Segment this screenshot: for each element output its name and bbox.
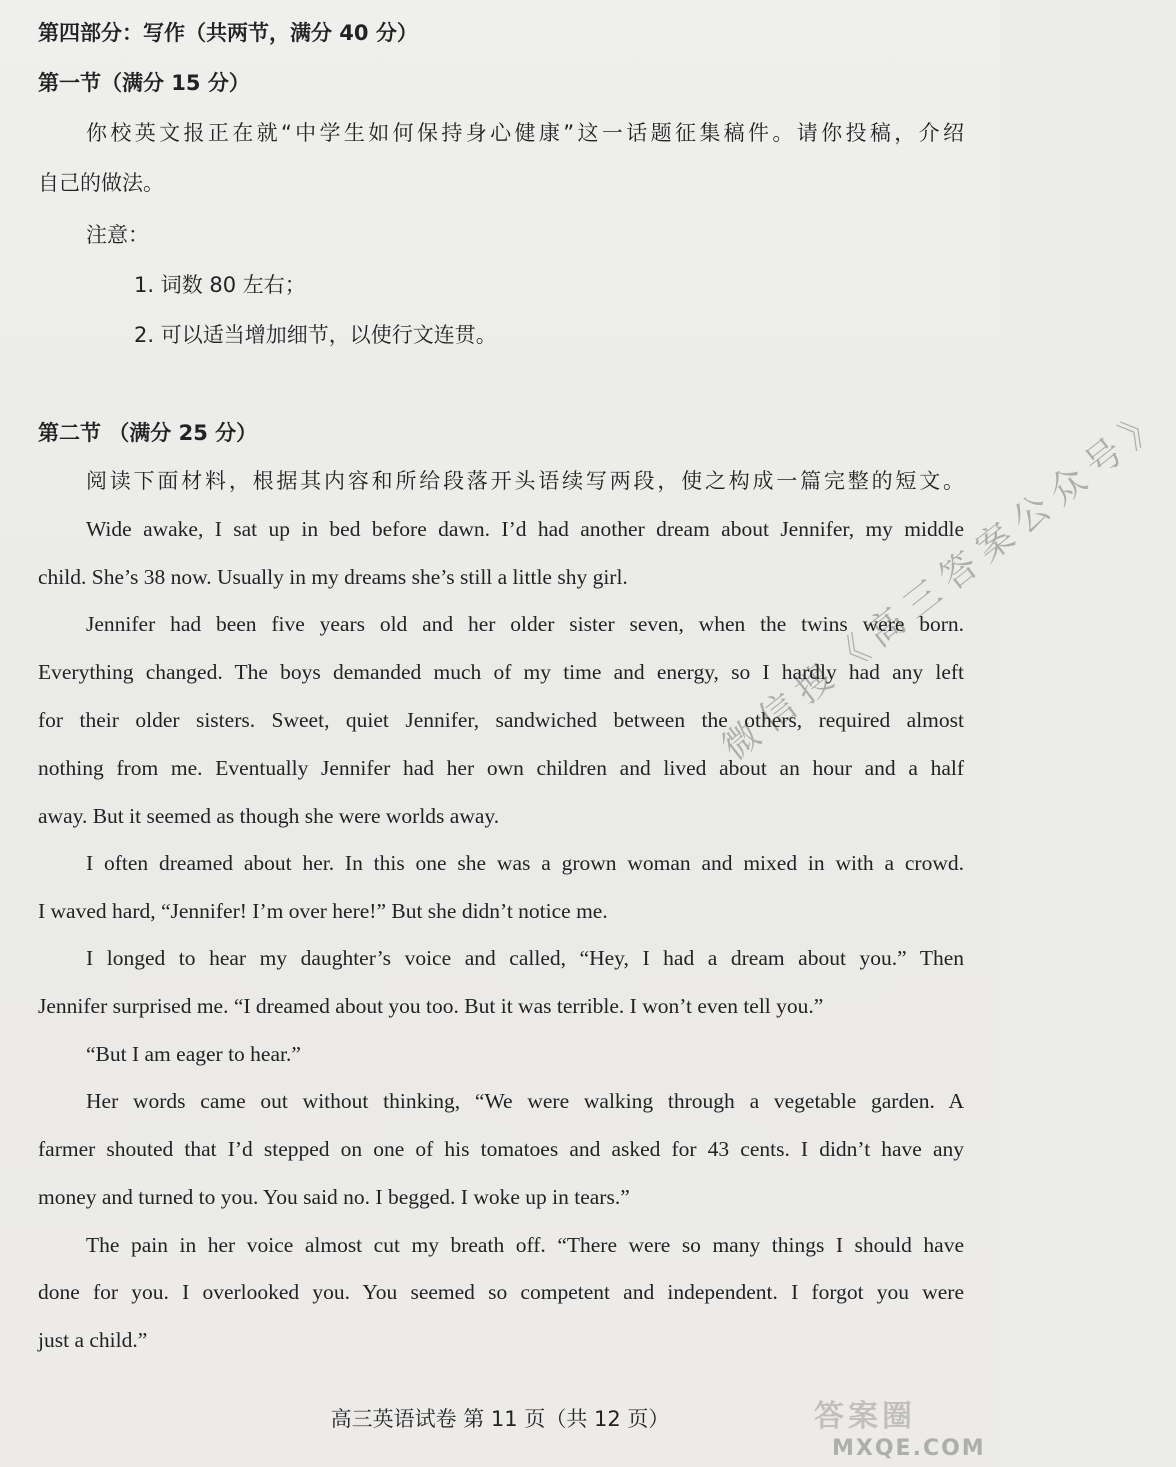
story-line: “But I am eager to hear.” (86, 1042, 301, 1066)
story-line: for their older sisters. Sweet, quiet Jennifer, sandwiched between the others, required almost (38, 708, 964, 732)
note-item: 2. 可以适当增加细节，以使行文连贯。 (134, 323, 497, 347)
story-line: farmer shouted that I’d stepped on one of his tomatoes and asked for 43 cents. I didn’t have any (38, 1137, 964, 1161)
story-line: just a child.” (38, 1328, 148, 1352)
part2-prompt: 阅读下面材料，根据其内容和所给段落开头语续写两段，使之构成一篇完整的短文。 (86, 469, 964, 493)
story-line: I waved hard, “Jennifer! I’m over here!” But she didn’t notice me. (38, 899, 608, 923)
logo-site: MXQE.COM (832, 1436, 986, 1461)
part2-heading: 第二节 （满分 25 分） (38, 421, 258, 445)
note-item: 1. 词数 80 左右； (134, 273, 306, 297)
watermark-text: 微信搜《高三答案公众号》 (714, 396, 1176, 769)
part1-prompt-line1: 你校英文报正在就“中学生如何保持身心健康”这一话题征集稿件。请你投稿，介绍 (86, 121, 964, 145)
section-heading: 第四部分：写作（共两节，满分 40 分） (38, 21, 418, 45)
story-line: Wide awake, I sat up in bed before dawn. I’d had another dream about Jennifer, my middle (86, 517, 964, 541)
story-line: Jennifer had been five years old and her older sister seven, when the twins were born. (86, 612, 964, 636)
story-line: Her words came out without thinking, “We were walking through a vegetable garden. A (86, 1089, 964, 1113)
story-line: Everything changed. The boys demanded much of my time and energy, so I hardly had any left (38, 660, 964, 684)
page-footer: 高三英语试卷 第 11 页（共 12 页） (330, 1407, 670, 1431)
logo-mark: 答案圈 (814, 1399, 916, 1434)
part1-prompt-line2: 自己的做法。 (38, 171, 164, 195)
note-label: 注意： (86, 223, 149, 247)
story-line: child. She’s 38 now. Usually in my dreams she’s still a little shy girl. (38, 565, 628, 589)
story-line: The pain in her voice almost cut my breath off. “There were so many things I should have (86, 1233, 964, 1257)
site-logo (806, 1391, 996, 1461)
part1-heading: 第一节（满分 15 分） (38, 71, 250, 95)
story-line: Jennifer surprised me. “I dreamed about you too. But it was terrible. I won’t even tell you.” (38, 994, 824, 1018)
story-line: I longed to hear my daughter’s voice and called, “Hey, I had a dream about you.” Then (86, 946, 964, 970)
story-line: done for you. I overlooked you. You seemed so competent and independent. I forgot you were (38, 1280, 964, 1304)
story-line: nothing from me. Eventually Jennifer had her own children and lived about an hour and a half (38, 756, 964, 780)
story-line: money and turned to you. You said no. I begged. I woke up in tears.” (38, 1185, 630, 1209)
story-line: away. But it seemed as though she were worlds away. (38, 804, 500, 828)
story-line: I often dreamed about her. In this one she was a grown woman and mixed in with a crowd. (86, 851, 964, 875)
